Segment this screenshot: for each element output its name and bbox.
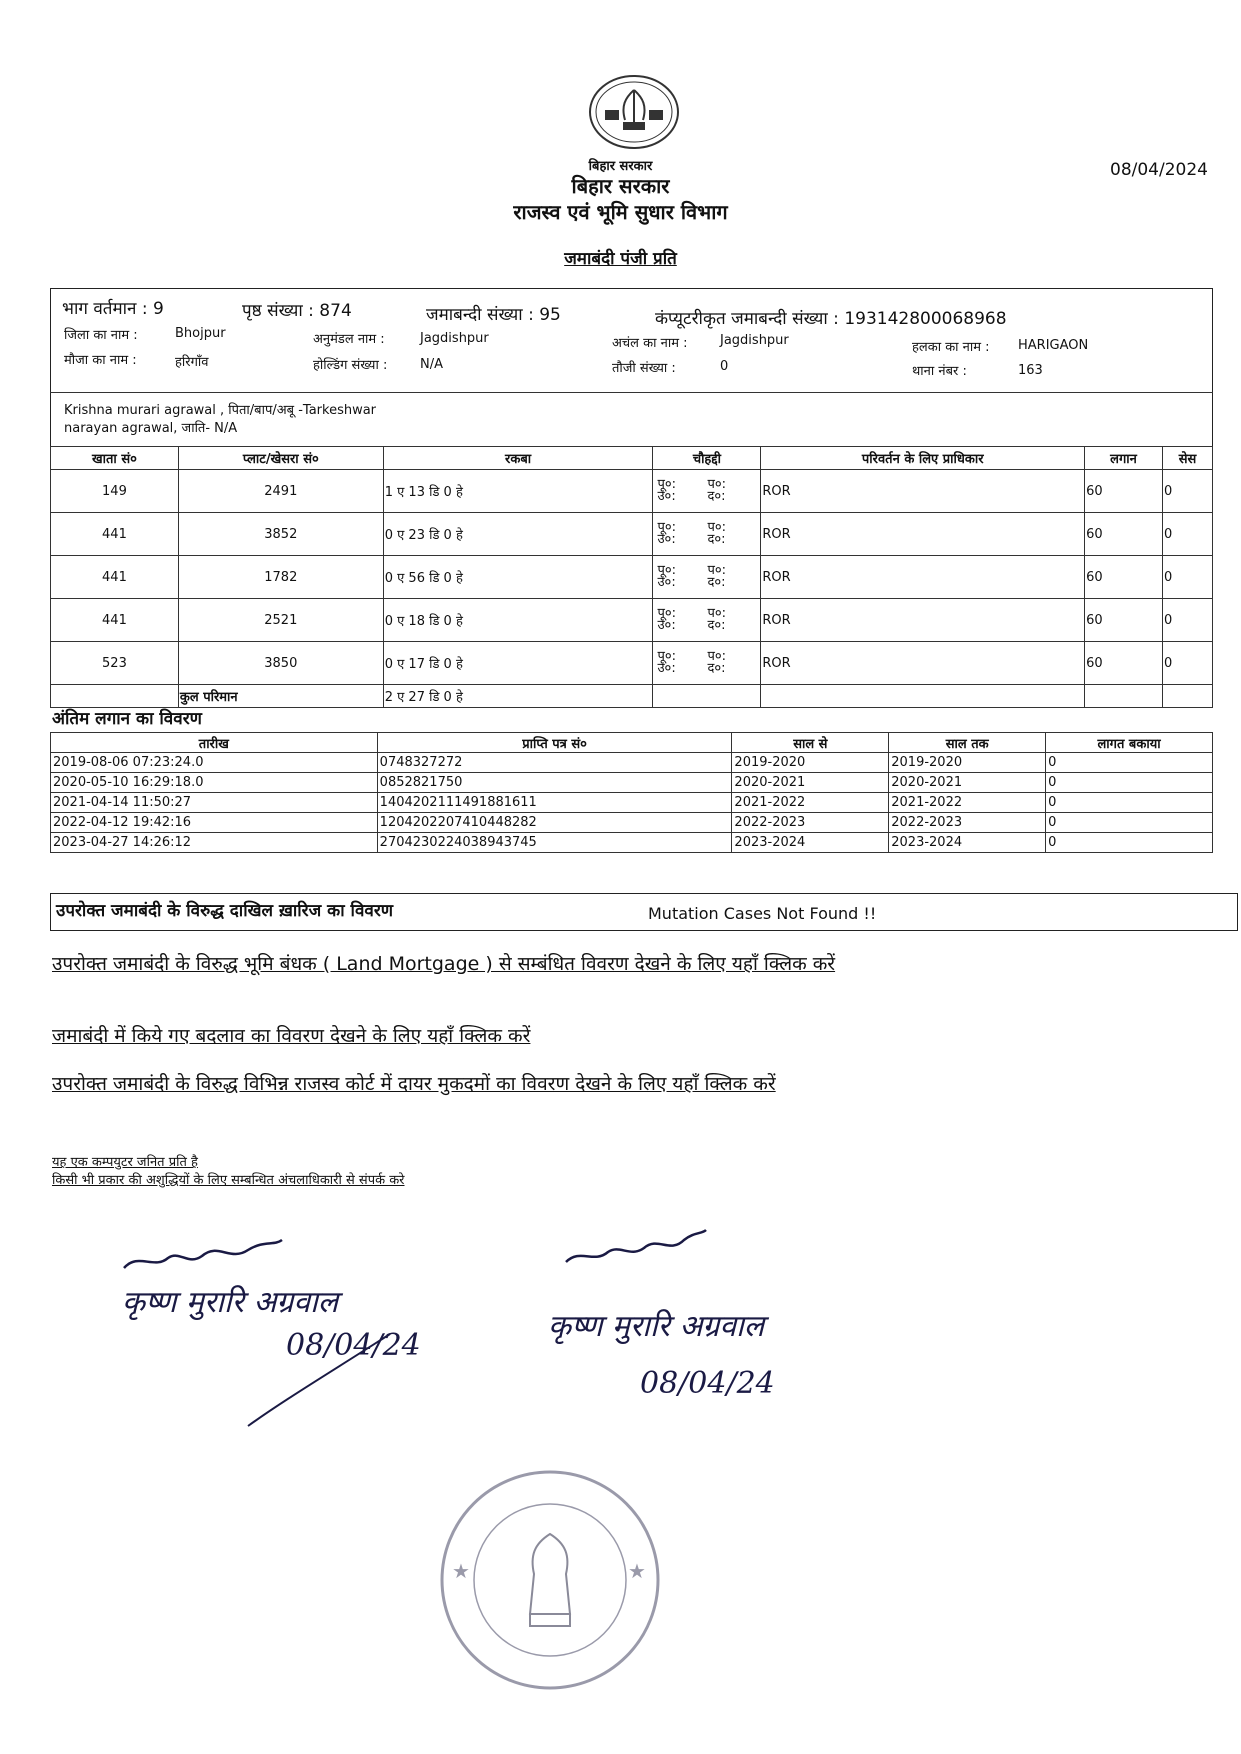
land-table [50, 446, 1213, 708]
date-cell: 2023-04-27 14:26:12 [51, 833, 378, 853]
district-value: Bhojpur [175, 326, 226, 341]
receipt-cell: 1204202207410448282 [377, 813, 732, 833]
ses-cell: 0 [1163, 556, 1213, 599]
chauhaddi-cell: पू०: प०: उ०: द०: [653, 642, 761, 685]
plot-cell: 2521 [178, 599, 383, 642]
govt-name: बिहार सरकार [571, 174, 670, 198]
table-row [51, 599, 1213, 642]
signature-2-name: कृष्ण मुरारि अग्रवाल [548, 1309, 765, 1344]
signature-2-date: 08/04/24 [640, 1366, 775, 1401]
header-ses: सेस [1163, 447, 1213, 470]
year-from-cell: 2023-2024 [732, 833, 889, 853]
thana-label: थाना नंबर : [912, 364, 967, 379]
lagan-cell: 60 [1085, 470, 1163, 513]
header-receipt: प्राप्ति पत्र सं० [377, 733, 732, 753]
lagan-table [50, 732, 1213, 853]
table-row [51, 793, 1213, 813]
header-date: तारीख [51, 733, 378, 753]
header-lagan: लगान [1085, 447, 1163, 470]
doc-title: जमाबंदी पंजी प्रति [564, 249, 677, 269]
signature-1-date: 08/04/24 [286, 1328, 421, 1363]
divider [50, 392, 1213, 393]
signature-stroke-icon [244, 1330, 394, 1430]
ses-cell: 0 [1163, 642, 1213, 685]
khata-cell: 149 [51, 470, 179, 513]
table-row [51, 513, 1213, 556]
page-number-label: पृष्ठ संख्या : 874 [242, 301, 352, 321]
due-cell: 0 [1046, 793, 1213, 813]
total-rakba: 2 ए 27 डि 0 हे [383, 685, 653, 708]
signature-scribble-2-icon [560, 1224, 710, 1274]
land-mortgage-link[interactable]: उपरोक्त जमाबंदी के विरुद्ध भूमि बंधक ( Land Mortgage ) से सम्बंधित विवरण देखने के लिए यहाँ क्लिक करें [52, 953, 836, 975]
computer-jamabandi-label: कंप्यूटरीकृत जमाबन्दी संख्या : 193142800068968 [655, 309, 1007, 329]
header-rakba: रकबा [383, 447, 653, 470]
year-from-cell: 2019-2020 [732, 753, 889, 773]
plot-cell: 1782 [178, 556, 383, 599]
year-to-cell: 2022-2023 [889, 813, 1046, 833]
plot-cell: 3852 [178, 513, 383, 556]
year-to-cell: 2019-2020 [889, 753, 1046, 773]
mutation-title: उपरोक्त जमाबंदी के विरुद्ध दाखिल ख़ारिज का विवरण [56, 901, 394, 921]
header-year-from: साल से [732, 733, 889, 753]
mauja-label: मौजा का नाम : [64, 353, 137, 368]
rakba-cell: 0 ए 23 डि 0 हे [383, 513, 653, 556]
land-table-header [51, 447, 1213, 470]
lagan-table-header [51, 733, 1213, 753]
table-row [51, 642, 1213, 685]
header-authority: परिवर्तन के लिए प्राधिकार [761, 447, 1085, 470]
receipt-cell: 2704230224038943745 [377, 833, 732, 853]
circle-value: Jagdishpur [720, 333, 789, 348]
lagan-section-title: अंतिम लगान का विवरण [52, 709, 202, 729]
due-cell: 0 [1046, 773, 1213, 793]
year-to-cell: 2020-2021 [889, 773, 1046, 793]
authority-cell: ROR [761, 599, 1085, 642]
receipt-cell: 1404202111491881611 [377, 793, 732, 813]
print-date: 08/04/2024 [1110, 160, 1208, 180]
bihar-emblem-icon [585, 72, 683, 152]
lagan-cell: 60 [1085, 513, 1163, 556]
khata-cell: 523 [51, 642, 179, 685]
year-to-cell: 2023-2024 [889, 833, 1046, 853]
plot-cell: 3850 [178, 642, 383, 685]
khata-cell: 441 [51, 513, 179, 556]
tauji-label: तौजी संख्या : [612, 361, 676, 376]
chauhaddi-cell: पू०: प०: उ०: द०: [653, 599, 761, 642]
due-cell: 0 [1046, 833, 1213, 853]
due-cell: 0 [1046, 813, 1213, 833]
department-name: राजस्व एवं भूमि सुधार विभाग [513, 200, 728, 224]
header-plot: प्लाट/खेसरा सं० [178, 447, 383, 470]
signature-scribble-1-icon [118, 1232, 288, 1282]
subdivision-value: Jagdishpur [420, 331, 489, 346]
bhag-label: भाग वर्तमान : 9 [62, 299, 164, 319]
table-row [51, 556, 1213, 599]
year-from-cell: 2021-2022 [732, 793, 889, 813]
year-from-cell: 2022-2023 [732, 813, 889, 833]
district-label: जिला का नाम : [64, 328, 138, 343]
date-cell: 2020-05-10 16:29:18.0 [51, 773, 378, 793]
signature-1-name: कृष्ण मुरारि अग्रवाल [122, 1285, 339, 1320]
authority-cell: ROR [761, 470, 1085, 513]
table-row [51, 753, 1213, 773]
rakba-cell: 0 ए 56 डि 0 हे [383, 556, 653, 599]
chauhaddi-cell: पू०: प०: उ०: द०: [653, 513, 761, 556]
receipt-cell: 0748327272 [377, 753, 732, 773]
jamabandi-number-label: जमाबन्दी संख्या : 95 [426, 305, 561, 325]
svg-text:★: ★ [628, 1559, 646, 1583]
svg-text:★: ★ [452, 1559, 470, 1583]
header-chauhaddi: चौहद्दी [653, 447, 761, 470]
khata-cell: 441 [51, 599, 179, 642]
rakba-cell: 1 ए 13 डि 0 हे [383, 470, 653, 513]
chauhaddi-cell: पू०: प०: उ०: द०: [653, 556, 761, 599]
halka-label: हलका का नाम : [912, 340, 990, 355]
mauja-value: हरिगाँव [175, 355, 209, 370]
owner-line-2: narayan agrawal, जाति- N/A [64, 421, 238, 436]
office-stamp-icon [434, 1464, 666, 1696]
authority-cell: ROR [761, 556, 1085, 599]
ses-cell: 0 [1163, 470, 1213, 513]
tauji-value: 0 [720, 359, 729, 374]
plot-cell: 2491 [178, 470, 383, 513]
lagan-cell: 60 [1085, 599, 1163, 642]
table-row [51, 813, 1213, 833]
date-cell: 2021-04-14 11:50:27 [51, 793, 378, 813]
emblem-caption: बिहार सरकार [588, 159, 653, 174]
header-due: लागत बकाया [1046, 733, 1213, 753]
holding-label: होल्डिंग संख्या : [313, 358, 388, 373]
halka-value: HARIGAON [1018, 338, 1089, 353]
header-year-to: साल तक [889, 733, 1046, 753]
contact-officer-note: किसी भी प्रकार की अशुद्धियों के लिए सम्बन्धित अंचलाधिकारी से संपर्क करे [52, 1173, 405, 1188]
thana-value: 163 [1018, 363, 1043, 378]
authority-cell: ROR [761, 642, 1085, 685]
lagan-cell: 60 [1085, 642, 1163, 685]
header-khata: खाता सं० [51, 447, 179, 470]
circle-label: अचंल का नाम : [612, 336, 688, 351]
year-to-cell: 2021-2022 [889, 793, 1046, 813]
ses-cell: 0 [1163, 599, 1213, 642]
mutation-status: Mutation Cases Not Found !! [648, 904, 877, 923]
chauhaddi-cell: पू०: प०: उ०: द०: [653, 470, 761, 513]
jamabandi-changes-link[interactable]: जमाबंदी में किये गए बदलाव का विवरण देखने के लिए यहाँ क्लिक करें [52, 1025, 531, 1047]
holding-value: N/A [420, 357, 443, 372]
ses-cell: 0 [1163, 513, 1213, 556]
khata-cell: 441 [51, 556, 179, 599]
court-cases-link[interactable]: उपरोक्त जमाबंदी के विरुद्ध विभिन्न राजस्व कोर्ट में दायर मुकदमों का विवरण देखने के लिए यहाँ क्लिक करें [52, 1073, 776, 1095]
total-row [51, 685, 1213, 708]
total-label: कुल परिमान [178, 685, 383, 708]
date-cell: 2019-08-06 07:23:24.0 [51, 753, 378, 773]
table-row [51, 773, 1213, 793]
due-cell: 0 [1046, 753, 1213, 773]
authority-cell: ROR [761, 513, 1085, 556]
lagan-cell: 60 [1085, 556, 1163, 599]
computer-generated-note: यह एक कम्पयुटर जनित प्रति है [52, 1155, 198, 1170]
receipt-cell: 0852821750 [377, 773, 732, 793]
subdivision-label: अनुमंडल नाम : [313, 332, 385, 347]
rakba-cell: 0 ए 17 डि 0 हे [383, 642, 653, 685]
owner-line-1: Krishna murari agrawal , पिता/बाप/अबू -Tarkeshwar [64, 403, 377, 418]
year-from-cell: 2020-2021 [732, 773, 889, 793]
rakba-cell: 0 ए 18 डि 0 हे [383, 599, 653, 642]
table-row [51, 833, 1213, 853]
table-row [51, 470, 1213, 513]
date-cell: 2022-04-12 19:42:16 [51, 813, 378, 833]
